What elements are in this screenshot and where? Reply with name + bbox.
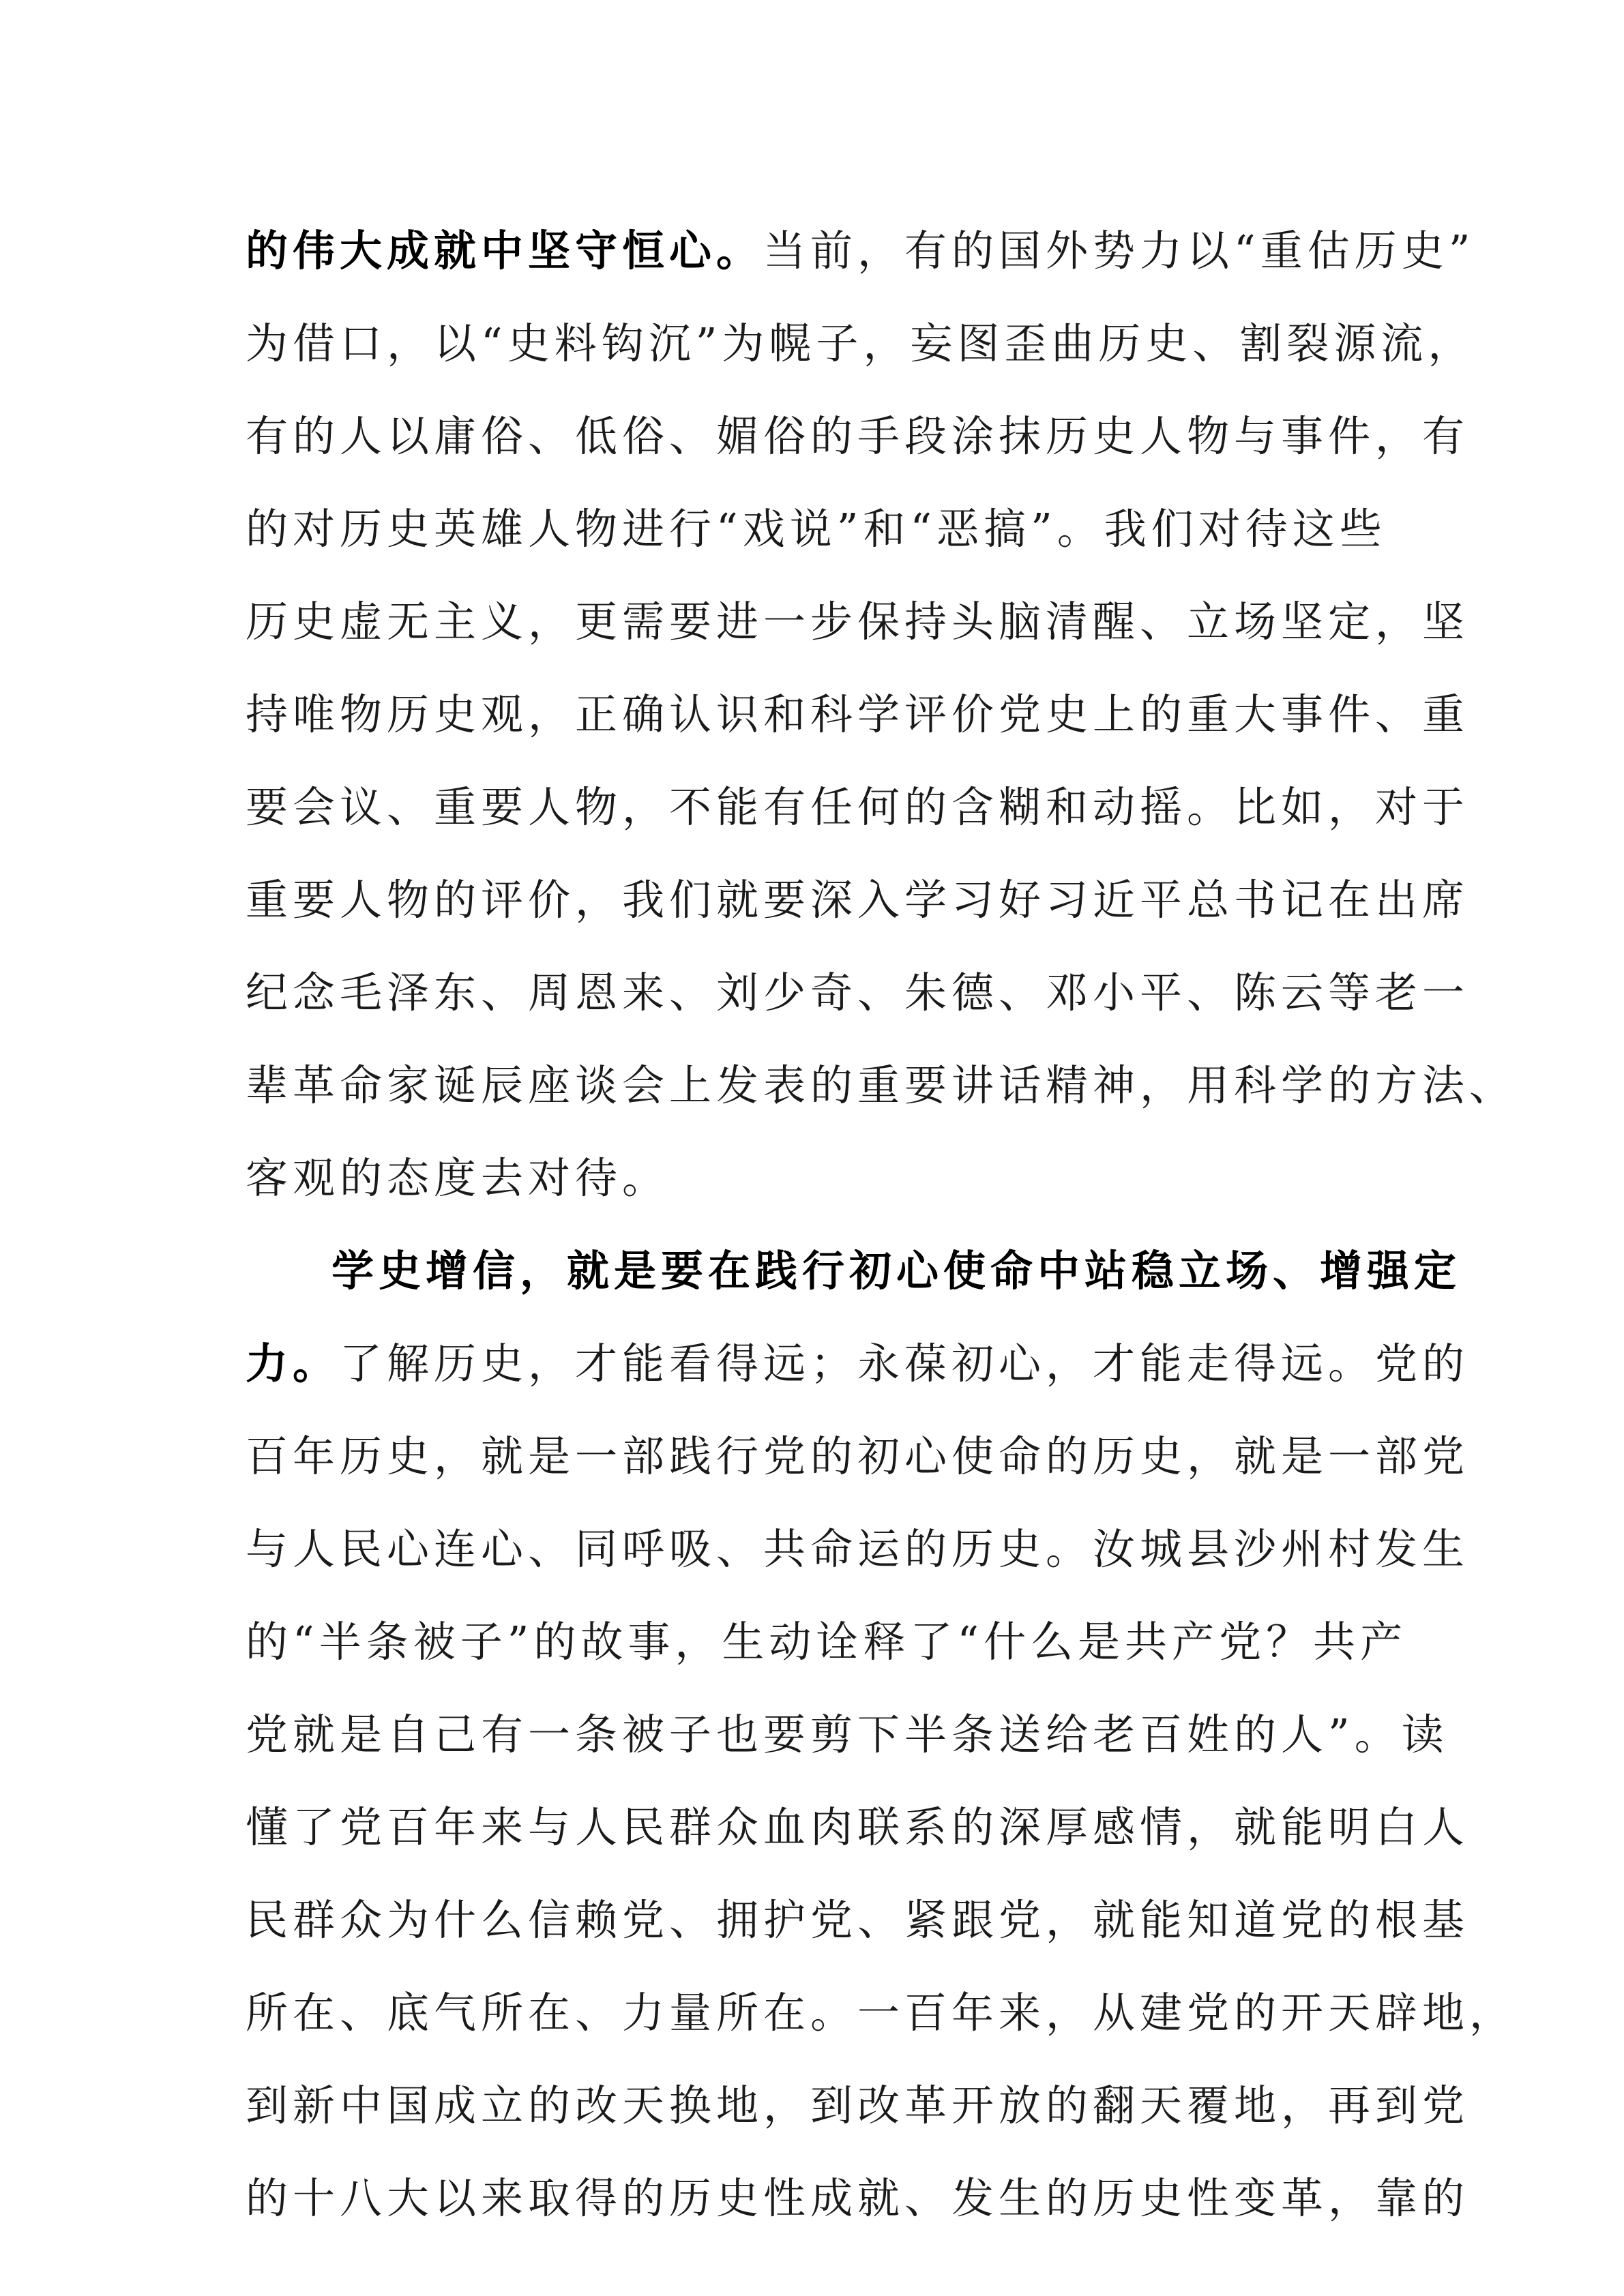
bold-heading-text: 学史增信，就是要在践行初心使命中站稳立场、增强定 xyxy=(331,1246,1462,1296)
line-text: 的对历史英雄人物进行“戏说”和“恶搞”。我们对待这些 xyxy=(246,504,1387,554)
line-text: 客观的态度去对待。 xyxy=(246,1153,670,1203)
text-line xyxy=(246,297,1475,390)
text-line xyxy=(246,1781,1470,1874)
text-line xyxy=(246,1688,1449,1781)
text-line xyxy=(246,483,1446,576)
line-text: 持唯物历史观，正确认识和科学评价党史上的重大事件、重 xyxy=(246,689,1470,739)
text-line xyxy=(246,761,1470,854)
line-text: 了解历史，才能看得远；永葆初心，才能走得远。党的 xyxy=(340,1339,1470,1388)
line-text: 与人民心连心、同呼吸、共命运的历史。汝城县沙州村发生 xyxy=(246,1524,1470,1574)
bold-heading-text: 力。 xyxy=(246,1339,340,1388)
text-line xyxy=(246,1503,1470,1596)
text-line xyxy=(246,1410,1470,1503)
body-text xyxy=(246,205,1517,2245)
line-text: 辈革命家诞辰座谈会上发表的重要讲话精神，用科学的方法、 xyxy=(246,1060,1517,1110)
text-line xyxy=(246,390,1470,483)
line-text: 纪念毛泽东、周恩来、刘少奇、朱德、邓小平、陈云等老一 xyxy=(246,968,1470,1017)
line-text: 有的人以庸俗、低俗、媚俗的手段涂抹历史人物与事件，有 xyxy=(246,411,1470,461)
text-line xyxy=(246,1317,1470,1410)
text-line xyxy=(246,946,1470,1039)
line-text: 所在、底气所在、力量所在。一百年来，从建党的开天辟地， xyxy=(246,1988,1517,2038)
line-text: 的十八大以来取得的历史性成就、发生的历史性变革，靠的 xyxy=(246,2173,1470,2223)
line-text: 为借口，以“史料钩沉”为幌子，妄图歪曲历史、割裂源流， xyxy=(246,318,1475,368)
line-text: 懂了党百年来与人民群众血肉联系的深厚感情，就能明白人 xyxy=(246,1802,1470,1852)
text-line xyxy=(246,576,1470,668)
line-text: 党就是自己有一条被子也要剪下半条送给老百姓的人”。读 xyxy=(246,1710,1449,1759)
line-text: 当前，有的国外势力以“重估历史” xyxy=(763,226,1475,275)
text-line xyxy=(246,1039,1517,1132)
line-text: 百年历史，就是一部践行党的初心使命的历史，就是一部党 xyxy=(246,1431,1470,1481)
line-text: 要会议、重要人物，不能有任何的含糊和动摇。比如，对于 xyxy=(246,782,1470,832)
bold-heading-text: 的伟大成就中坚守恒心。 xyxy=(246,226,764,275)
paragraph-start-line xyxy=(246,1225,1462,1317)
text-line xyxy=(246,2059,1470,2152)
line-text: 到新中国成立的改天换地，到改革开放的翻天覆地，再到党 xyxy=(246,2081,1470,2130)
line-text: 民群众为什么信赖党、拥护党、紧跟党，就能知道党的根基 xyxy=(246,1895,1470,1945)
text-line xyxy=(246,854,1470,946)
text-line xyxy=(246,1967,1517,2059)
text-line xyxy=(246,668,1470,761)
text-line xyxy=(246,1874,1470,1967)
line-text: 的“半条被子”的故事，生动诠释了“什么是共产党？共产 xyxy=(246,1617,1408,1667)
text-line xyxy=(246,205,1475,297)
text-line xyxy=(246,1132,1446,1225)
line-text: 历史虚无主义，更需要进一步保持头脑清醒、立场坚定，坚 xyxy=(246,597,1470,646)
line-text: 重要人物的评价，我们就要深入学习好习近平总书记在出席 xyxy=(246,875,1470,925)
text-line xyxy=(246,2152,1470,2245)
text-line xyxy=(246,1596,1446,1688)
